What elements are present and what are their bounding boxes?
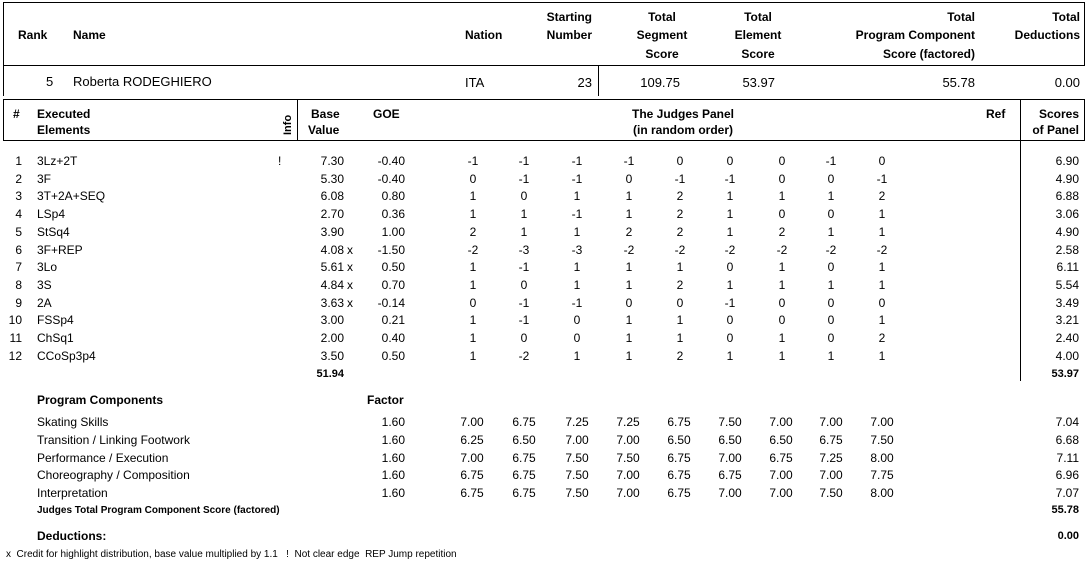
element-judge-score: -1 (571, 295, 583, 310)
component-judge-score: 6.75 (460, 486, 484, 501)
element-judge-score: 0 (520, 189, 528, 204)
element-base-value: 2.70 (320, 207, 344, 222)
component-judge-score: 6.75 (512, 415, 536, 429)
component-judge-score: 7.00 (616, 468, 640, 483)
skater-row-divider (598, 66, 599, 96)
elements-total-score: 53.97 (1051, 368, 1079, 380)
element-goe: 0.21 (381, 313, 405, 328)
component-judge-score: 7.50 (565, 450, 589, 465)
component-judge-score: 6.75 (512, 450, 536, 465)
element-judge-score: 0 (469, 171, 477, 186)
tss-header-3: Score (645, 47, 679, 61)
element-judge-score: 1 (520, 224, 528, 239)
component-judge-score: 7.50 (565, 486, 589, 501)
element-name: LSp4 (37, 207, 66, 222)
element-name: StSq4 (37, 224, 70, 239)
component-judge-score: 8.00 (870, 486, 894, 501)
element-judge-score: 1 (573, 348, 581, 363)
element-judge-score: 0 (778, 207, 786, 222)
element-judge-score: -1 (724, 171, 736, 186)
element-base-value: 3.00 (320, 313, 344, 328)
element-judge-score: 2 (676, 348, 684, 363)
component-panel-score: 6.96 (1055, 468, 1079, 483)
element-judge-score: 1 (827, 348, 835, 363)
element-number: 12 (8, 348, 22, 363)
element-judge-score: 1 (827, 189, 835, 204)
element-judge-score: -2 (518, 348, 530, 363)
element-judge-score: -1 (571, 171, 583, 186)
component-factor: 1.60 (381, 450, 405, 465)
element-judge-score: 0 (520, 331, 528, 345)
element-goe: 0.50 (381, 348, 405, 363)
element-base-value: 6.08 (320, 189, 344, 204)
element-judge-score: 1 (878, 224, 886, 239)
element-judge-score: 0 (778, 295, 786, 310)
element-judge-score: 1 (625, 331, 633, 345)
component-judge-score: 7.00 (718, 450, 742, 465)
component-judge-score: 6.50 (512, 432, 536, 447)
element-judge-score: 1 (469, 207, 477, 222)
element-judge-score: 0 (778, 154, 786, 168)
element-goe: 0.50 (381, 260, 405, 275)
element-name: 3Lo (37, 260, 58, 275)
element-judge-score: 0 (726, 331, 734, 345)
element-name: CCoSp3p4 (37, 348, 96, 363)
element-judge-score: 1 (469, 260, 477, 275)
element-base-x-mark: x (347, 277, 353, 292)
element-base-value: 3.50 (320, 348, 344, 363)
component-judge-score: 6.75 (667, 415, 691, 429)
deductions-value: 0.00 (1057, 530, 1079, 542)
element-panel-score: 3.49 (1055, 295, 1079, 310)
element-judge-score: -1 (467, 154, 479, 168)
element-base-value: 2.00 (320, 331, 344, 345)
element-judge-score: 1 (469, 189, 477, 204)
element-judge-score: 0 (726, 154, 734, 168)
element-judge-score: 1 (573, 277, 581, 292)
skater-rank: 5 (46, 74, 54, 89)
component-judge-score: 7.00 (769, 415, 793, 429)
component-judge-score: 7.00 (616, 432, 640, 447)
element-judge-score: 0 (878, 154, 886, 168)
element-panel-score: 3.06 (1055, 207, 1079, 222)
element-judge-score: 1 (573, 260, 581, 275)
element-goe: 0.70 (381, 277, 405, 292)
element-judge-score: 0 (625, 295, 633, 310)
panel-header-2: (in random order) (632, 123, 733, 137)
element-base-x-mark: x (347, 260, 353, 275)
info-header: Info (282, 114, 294, 135)
component-panel-score: 7.04 (1055, 415, 1079, 429)
element-name: 3T+2A+SEQ (37, 189, 106, 204)
element-info: ! (278, 154, 282, 168)
component-judge-score: 7.00 (870, 415, 894, 429)
element-panel-score: 2.40 (1055, 331, 1079, 345)
component-name: Skating Skills (37, 415, 109, 429)
tss-header-2: Segment (636, 28, 688, 42)
element-goe: 0.40 (381, 331, 405, 345)
element-judge-score: 1 (878, 207, 886, 222)
component-judge-score: 7.50 (565, 468, 589, 483)
element-judge-score: 0 (827, 331, 835, 345)
element-base-value: 3.63 (320, 295, 344, 310)
element-judge-score: 2 (878, 331, 886, 345)
element-judge-score: 1 (676, 260, 684, 275)
element-judge-score: 1 (878, 313, 886, 328)
element-judge-score: -2 (674, 242, 686, 257)
ded-header-2: Deductions (1014, 28, 1080, 42)
component-judge-score: 7.50 (819, 486, 843, 501)
element-judge-score: 0 (676, 154, 684, 168)
ded-header-1: Total (1052, 10, 1080, 24)
pcs-header-3: Score (factored) (882, 47, 975, 61)
element-judge-score: 1 (469, 313, 477, 328)
component-factor: 1.60 (381, 432, 405, 447)
element-judge-score: 1 (726, 224, 734, 239)
element-judge-score: 1 (827, 224, 835, 239)
pcs-header-2: Program Component (855, 28, 975, 42)
nation-header: Nation (465, 28, 503, 42)
element-base-x-mark: x (347, 242, 353, 257)
element-number: 6 (15, 242, 22, 257)
skater-name: Roberta RODEGHIERO (73, 74, 212, 89)
element-judge-score: 2 (469, 224, 477, 239)
element-base-value: 4.84 (320, 277, 344, 292)
element-judge-score: 2 (676, 189, 684, 204)
element-panel-score: 5.54 (1055, 277, 1079, 292)
element-judge-score: 1 (625, 313, 633, 328)
tes-header-3: Score (741, 47, 775, 61)
skater-row-divider-left (3, 66, 4, 96)
component-judge-score: 7.00 (769, 486, 793, 501)
elements-header-box (3, 99, 1085, 141)
element-judge-score: 0 (827, 171, 835, 186)
skater-tss: 109.75 (640, 75, 680, 90)
tss-header-1: Total (648, 10, 676, 24)
component-judge-score: 7.00 (565, 432, 589, 447)
element-name: FSSp4 (37, 313, 74, 328)
element-judge-score: 1 (827, 277, 835, 292)
element-number: 7 (15, 260, 22, 275)
component-judge-score: 7.75 (870, 468, 894, 483)
component-judge-score: 6.25 (460, 432, 484, 447)
element-judge-score: 1 (726, 207, 734, 222)
element-panel-score: 2.58 (1055, 242, 1079, 257)
element-judge-score: -1 (518, 154, 530, 168)
element-judge-score: -2 (467, 242, 479, 257)
element-number: 3 (15, 189, 22, 204)
component-judge-score: 7.00 (819, 468, 843, 483)
element-judge-score: 1 (676, 313, 684, 328)
element-judge-score: 1 (520, 207, 528, 222)
element-number: 5 (15, 224, 22, 239)
element-judge-score: 0 (827, 207, 835, 222)
element-goe: -1.50 (377, 242, 405, 257)
deductions-label: Deductions: (37, 529, 107, 543)
rank-header: Rank (18, 28, 48, 42)
component-name: Transition / Linking Footwork (37, 432, 190, 447)
base-header-1: Base (311, 107, 340, 121)
element-judge-score: -3 (518, 242, 530, 257)
element-base-value: 5.61 (320, 260, 344, 275)
element-judge-score: 0 (625, 171, 633, 186)
element-number: 4 (15, 207, 22, 222)
element-judge-score: 1 (778, 260, 786, 275)
element-judge-score: 2 (878, 189, 886, 204)
element-number: 9 (15, 295, 22, 310)
panel-header-1: The Judges Panel (631, 107, 735, 121)
element-judge-score: 2 (778, 224, 786, 239)
element-panel-score: 6.11 (1056, 260, 1079, 275)
element-goe: -0.40 (377, 171, 405, 186)
element-judge-score: -1 (825, 154, 837, 168)
elements-header-divider-1 (297, 99, 298, 141)
element-judge-score: -1 (724, 295, 736, 310)
element-judge-score: -2 (724, 242, 736, 257)
element-judge-score: 2 (676, 224, 684, 239)
component-judge-score: 7.00 (718, 486, 742, 501)
element-number: 2 (15, 171, 22, 186)
component-judge-score: 6.75 (512, 468, 536, 483)
element-panel-score: 6.90 (1055, 154, 1079, 168)
element-judge-score: -1 (571, 207, 583, 222)
factor-header: Factor (367, 393, 404, 407)
element-judge-score: 1 (625, 207, 633, 222)
element-judge-score: 1 (778, 277, 786, 292)
element-number: 1 (15, 154, 22, 168)
executed-header-1: Executed (37, 107, 91, 121)
component-panel-score: 6.68 (1055, 432, 1079, 447)
component-judge-score: 7.00 (460, 415, 484, 429)
element-judge-score: 0 (827, 313, 835, 328)
skater-starting-number: 23 (577, 75, 592, 90)
element-judge-score: 1 (625, 189, 633, 204)
name-header: Name (73, 28, 106, 42)
component-judge-score: 6.75 (512, 486, 536, 501)
element-judge-score: 0 (573, 313, 581, 328)
components-total-label: Judges Total Program Component Score (factored) (37, 505, 280, 516)
element-judge-score: 1 (726, 189, 734, 204)
element-goe: 1.00 (381, 224, 405, 239)
component-judge-score: 6.75 (667, 486, 691, 501)
num-header: # (13, 107, 20, 121)
element-judge-score: -1 (876, 171, 888, 186)
element-goe: 0.80 (381, 189, 405, 204)
scores-header-1: Scores (1038, 107, 1079, 121)
element-judge-score: 1 (573, 224, 581, 239)
element-panel-score: 4.90 (1055, 171, 1079, 186)
element-panel-score: 3.21 (1055, 313, 1079, 328)
components-title: Program Components (37, 393, 164, 407)
component-judge-score: 6.75 (769, 450, 793, 465)
element-judge-score: 1 (676, 331, 684, 345)
element-name: 3F (37, 171, 52, 186)
element-judge-score: -2 (825, 242, 837, 257)
element-judge-score: 0 (520, 277, 528, 292)
element-judge-score: -1 (518, 295, 530, 310)
element-base-value: 4.08 (320, 242, 344, 257)
component-judge-score: 6.75 (460, 468, 484, 483)
element-judge-score: -1 (518, 313, 530, 328)
element-judge-score: 1 (726, 348, 734, 363)
element-judge-score: 0 (573, 331, 581, 345)
component-judge-score: 6.75 (819, 432, 843, 447)
component-name: Performance / Execution (37, 450, 169, 465)
element-judge-score: 1 (778, 348, 786, 363)
skater-pcs: 55.78 (942, 75, 975, 90)
component-judge-score: 7.50 (616, 450, 640, 465)
element-judge-score: 1 (573, 189, 581, 204)
element-name: 3Lz+2T (37, 154, 78, 168)
element-number: 11 (9, 331, 22, 345)
element-judge-score: 1 (726, 277, 734, 292)
component-panel-score: 7.11 (1056, 450, 1079, 465)
tes-header-2: Element (734, 28, 782, 42)
component-judge-score: 7.00 (460, 450, 484, 465)
element-name: 3F+REP (37, 242, 83, 257)
component-judge-score: 7.00 (819, 415, 843, 429)
component-judge-score: 7.25 (819, 450, 843, 465)
element-judge-score: -3 (571, 242, 583, 257)
element-goe: -0.14 (377, 295, 405, 310)
component-judge-score: 7.00 (769, 468, 793, 483)
element-judge-score: -2 (776, 242, 788, 257)
element-base-value: 3.90 (320, 224, 344, 239)
element-judge-score: 1 (878, 260, 886, 275)
components-total-score: 55.78 (1051, 504, 1079, 516)
element-judge-score: 1 (878, 277, 886, 292)
element-panel-score: 6.88 (1055, 189, 1079, 204)
element-panel-score: 4.90 (1055, 224, 1079, 239)
skater-tes: 53.97 (742, 75, 775, 90)
element-judge-score: 1 (469, 348, 477, 363)
component-judge-score: 7.00 (616, 486, 640, 501)
component-factor: 1.60 (381, 486, 405, 501)
element-judge-score: 1 (878, 348, 886, 363)
component-name: Interpretation (37, 486, 108, 501)
element-judge-score: 0 (778, 313, 786, 328)
element-judge-score: 0 (726, 260, 734, 275)
footnote: x Credit for highlight distribution, base value multiplied by 1.1 ! Not clear edge REP Jump repetition (6, 549, 457, 560)
element-number: 8 (15, 277, 22, 292)
element-base-value: 7.30 (320, 154, 344, 168)
base-header-2: Value (308, 123, 340, 137)
component-judge-score: 6.50 (718, 432, 742, 447)
element-base-x-mark: x (347, 295, 353, 310)
element-judge-score: 0 (676, 295, 684, 310)
element-goe: -0.40 (377, 154, 405, 168)
element-judge-score: 1 (625, 277, 633, 292)
starting-number-header-1: Starting (546, 10, 592, 24)
element-judge-score: 0 (469, 295, 477, 310)
component-judge-score: 7.25 (565, 415, 589, 429)
element-judge-score: 1 (469, 331, 477, 345)
component-judge-score: 7.50 (718, 415, 742, 429)
element-judge-score: 1 (778, 189, 786, 204)
component-panel-score: 7.07 (1055, 486, 1079, 501)
skater-deductions: 0.00 (1054, 75, 1080, 90)
element-number: 10 (8, 313, 22, 328)
component-judge-score: 7.25 (616, 415, 640, 429)
element-judge-score: -1 (674, 171, 686, 186)
element-judge-score: -2 (623, 242, 635, 257)
tes-header-1: Total (744, 10, 772, 24)
component-judge-score: 8.00 (870, 450, 894, 465)
element-judge-score: 2 (676, 277, 684, 292)
component-judge-score: 6.75 (718, 468, 742, 483)
elements-total-base: 51.94 (316, 368, 344, 380)
element-judge-score: -2 (876, 242, 888, 257)
element-judge-score: -1 (623, 154, 635, 168)
element-judge-score: 1 (625, 348, 633, 363)
scores-header-2: of Panel (1032, 123, 1079, 137)
element-judge-score: 1 (469, 277, 477, 292)
component-factor: 1.60 (381, 415, 405, 429)
element-judge-score: 1 (778, 331, 786, 345)
component-name: Choreography / Composition (37, 468, 190, 483)
element-judge-score: 0 (726, 313, 734, 328)
element-judge-score: 2 (625, 224, 633, 239)
component-judge-score: 6.50 (769, 432, 793, 447)
pcs-header-1: Total (947, 10, 975, 24)
element-judge-score: -1 (571, 154, 583, 168)
component-judge-score: 6.50 (667, 432, 691, 447)
goe-header: GOE (373, 107, 400, 121)
element-judge-score: -1 (518, 171, 530, 186)
element-judge-score: 0 (827, 295, 835, 310)
element-name: ChSq1 (37, 331, 74, 345)
element-judge-score: 2 (676, 207, 684, 222)
element-panel-score: 4.00 (1055, 348, 1079, 363)
element-judge-score: 1 (625, 260, 633, 275)
component-judge-score: 6.75 (667, 450, 691, 465)
element-judge-score: 0 (827, 260, 835, 275)
element-name: 3S (37, 277, 52, 292)
element-judge-score: 0 (778, 171, 786, 186)
element-name: 2A (37, 295, 52, 310)
component-judge-score: 7.50 (870, 432, 894, 447)
element-goe: 0.36 (381, 207, 405, 222)
component-judge-score: 6.75 (667, 468, 691, 483)
component-factor: 1.60 (381, 468, 405, 483)
element-judge-score: -1 (518, 260, 530, 275)
element-base-value: 5.30 (320, 171, 344, 186)
skater-nation: ITA (465, 75, 485, 90)
element-judge-score: 0 (878, 295, 886, 310)
ref-header: Ref (986, 107, 1006, 121)
executed-header-2: Elements (37, 123, 91, 137)
starting-number-header-2: Number (546, 28, 592, 42)
